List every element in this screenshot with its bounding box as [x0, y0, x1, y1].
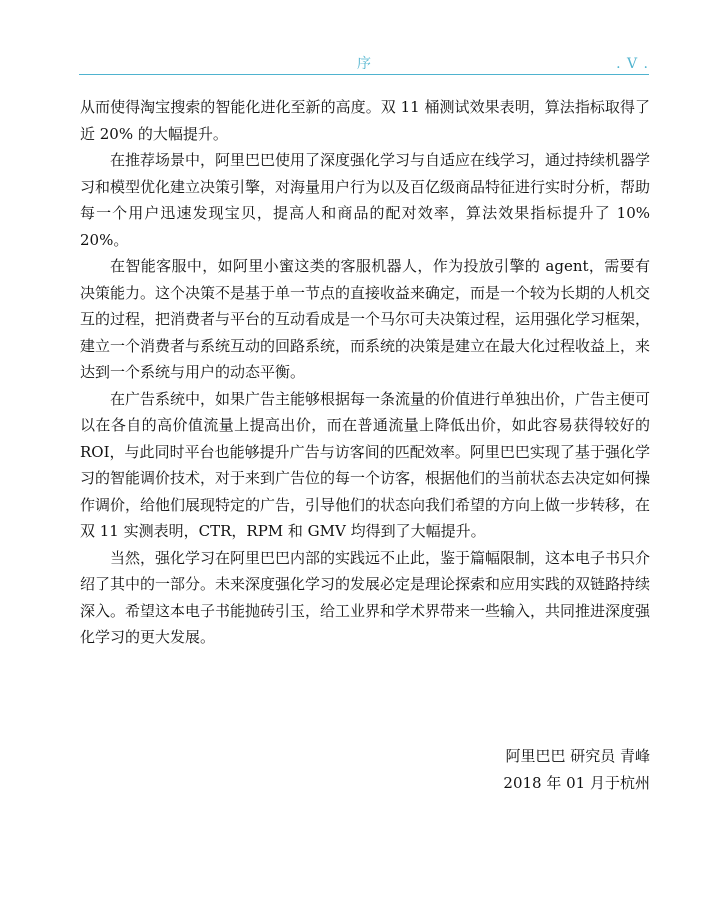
- paragraph-5: 当然，强化学习在阿里巴巴内部的实践远不止此，鉴于篇幅限制，这本电子书只介绍了其中的一部分。未来深度强化学习的发展必定是理论探索和应用实践的双链路持续深入。希望这本电子书能抛砖引玉，给工业界和学术界带来一些输入，共同推进深度强化学习的更大发展。: [80, 548, 651, 646]
- signature-block: [503, 743, 650, 797]
- header-rule: [79, 74, 649, 75]
- paragraph-3: 在智能客服中，如阿里小蜜这类的客服机器人，作为投放引擎的 agent，需要有决策能力。这个决策不是基于单一节点的直接收益来确定，而是一个较为长期的人机交互的过程，把消费者与平台的互动看成是一个马尔可夫决策过程，运用强化学习框架，建立一个消费者与系统互动的回路系统，而系统的决策是建立在最大化过程收益上，来达到一个系统与用户的动态平衡。: [80, 257, 651, 381]
- header-title: 序: [357, 56, 371, 72]
- signature-date: 2018 年 01 月于杭州: [503, 774, 650, 792]
- paragraph-2: 在推荐场景中，阿里巴巴使用了深度强化学习与自适应在线学习，通过持续机器学习和模型优化建立决策引擎，对海量用户行为以及百亿级商品特征进行实时分析，帮助每一个用户迅速发现宝贝，提高人和商品的配对效率，算法效果指标提升了 10% 20%。: [80, 151, 651, 249]
- body-text: [80, 94, 650, 651]
- signature-author: 阿里巴巴 研究员 青峰: [505, 747, 650, 765]
- header-page-number: . V .: [616, 56, 649, 72]
- page-header: [79, 56, 649, 72]
- paragraph-4: 在广告系统中，如果广告主能够根据每一条流量的价值进行单独出价，广告主便可以在各自的高价值流量上提高出价，而在普通流量上降低出价，如此容易获得较好的 ROI，与此同时平台也能够提升广告与访客间的匹配效率。阿里巴巴实现了基于强化学习的智能调价技术，对于来到广告位的每一个访客，根据他们的当前状态去决定如何操作调价，给他们展现特定的广告，引导他们的状态向我们希望的方向上做一步转移，在双 11 实测表明，CTR，RPM 和 GMV 均得到了大幅提升。: [80, 389, 651, 540]
- paragraph-1: 从而使得淘宝搜索的智能化进化至新的高度。双 11 桶测试效果表明，算法指标取得了近 20% 的大幅提升。: [80, 98, 650, 143]
